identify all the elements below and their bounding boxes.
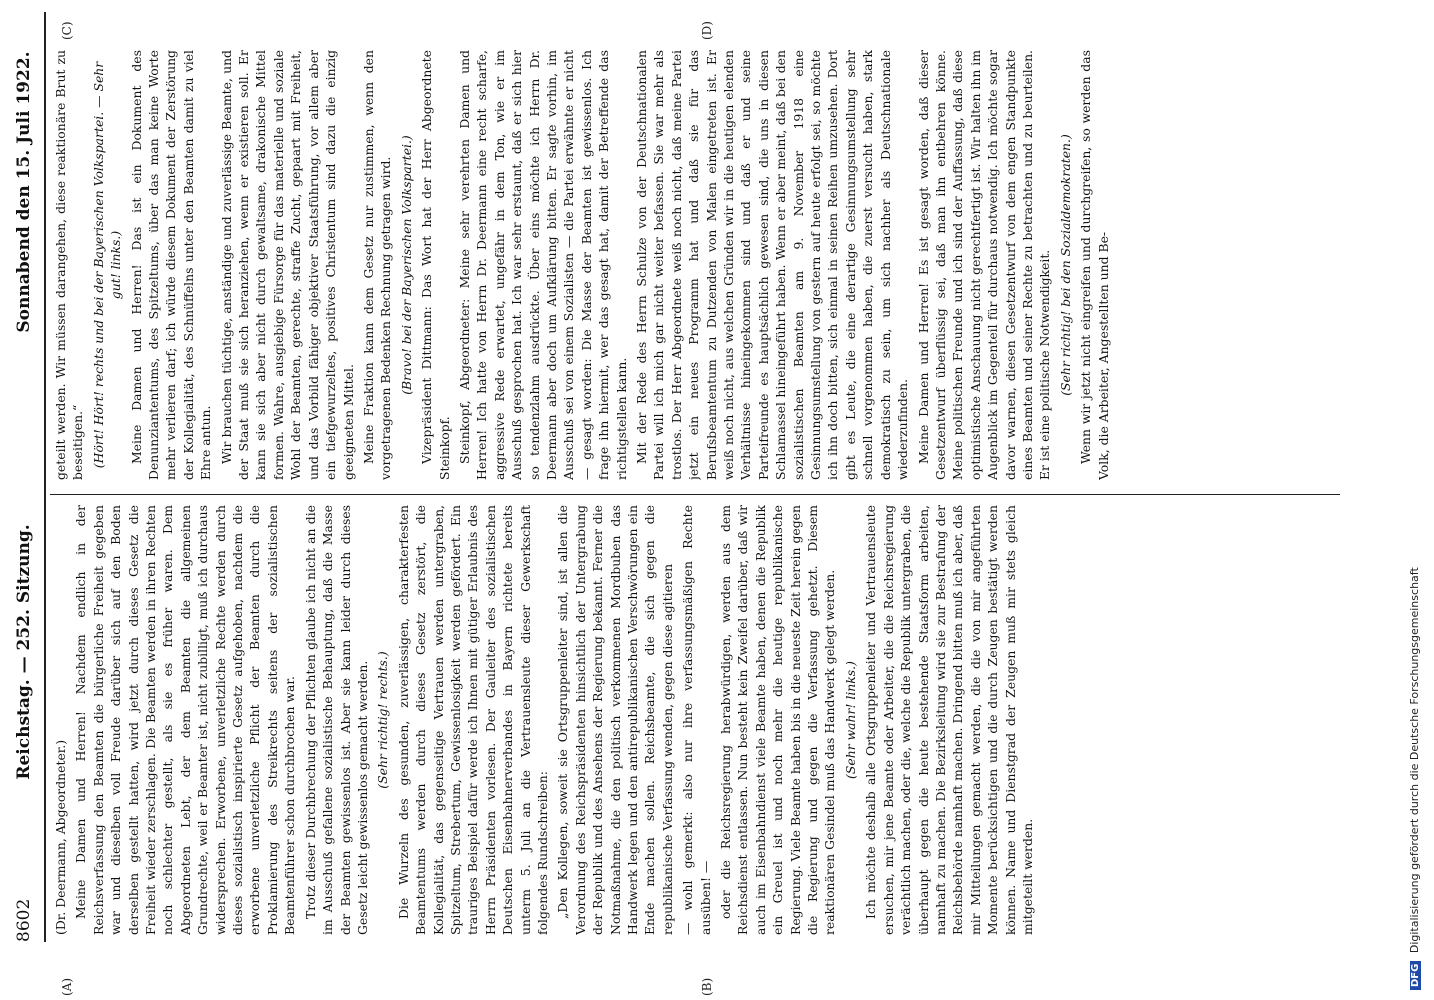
paragraph: Meine Fraktion kann dem Gesetz nur zustimmen, wenn den vorgetragenen Bedenken Rechnung getragen wird. <box>360 50 394 480</box>
right-column <box>52 50 1342 480</box>
column-divider <box>50 494 1340 495</box>
sidebar-credit-text: Digitalisierung gefördert durch die Deutsche Forschungsgemeinschaft <box>1408 567 1421 954</box>
paragraph: Meine Damen und Herren! Es ist gesagt worden, daß dieser Gesetzentwurf überflüssig sei, daß man ihn entbehren könne. Meine politischen Freunde und ich sind der Auffassung, daß diese optimistische Anschauung nicht gerechtfertigt ist. Wir halten ihn im Augenblick im Gegenteil für durchaus notwendig. Ich möchte sogar davor warnen, diesen Gesetzentwurf von dem engen Standpunkte eines Beamten und seiner Rechte zu betrachten und zu beurteilen. Er ist eine politische Notwendigkeit. <box>915 50 1053 480</box>
margin-mark-d: (D) <box>700 21 714 40</box>
paragraph: oder die Reichsregierung herabwürdigen, werden aus dem Reichsdienst entlassen. Nun besteht kein Zweifel darüber, daß wir auch im Eisenbahndienst viele Beamte haben, denen die Republik ein Greuel ist und noch mehr die heutige republikanische Regierung. Viele Beamte haben bis in die neueste Zeit herein gegen die Regierung und gegen die Verfassung gehetzt. Diesem reaktionären Gesindel muß das Handwerk gelegt werden. <box>718 505 838 935</box>
paragraph: Wir brauchen tüchtige, anständige und zuverlässige Beamte, und der Staat muß sie sich heranziehen, wenn er existieren soll. Er kann sie sich aber nicht durch gewaltsame, drakonische Mittel formen. Wahre, ausgiebige Fürsorge für das materielle und soziale Wohl der Beamten, gerechte, straffe Zucht, gepaart mit Freiheit, und das Vorbild fähiger objektiver Staatsführung, vor allem aber ein tiefgewurzeltes, positives Christentum sind dazu die einzig geeigneten Mittel. <box>218 50 356 480</box>
header-right-title: Sonnabend den 15. Juli 1922. <box>14 51 34 333</box>
paragraph: Meine Damen und Herren! Das ist ein Dokument des Denunziantentums, des Spitzeltums, über das man keine Worte mehr verlieren darf; ich würde diesem Dokument der Zerstörung der Kollegialität, des Schnüffelns unter den Beamten damit zu viel Ehre antun. <box>128 50 214 480</box>
paragraph: Meine Damen und Herren! Nachdem endlich in der Reichsverfassung den Beamten die bürgerliche Freiheit gegeben war und dieselben voll Freude darüber sich auf den Boden derselben gestellt hatten, wird jetzt durch dieses Gesetz die Freiheit wieder zerschlagen. Die Beamten werden in ihren Rechten noch schlechter gestellt, als sie es früher waren. Dem Abgeordneten Lebt, der dem Beamten die allgemeinen Grundrechte, weil er Beamter ist, nicht zubilligt, muß ich durchaus widersprechen. Erworbene, unverletzliche Rechte werden durch dieses sozialistisch inspirierte Gesetz aufgehoben, nachdem die erworbene unverletzliche Pflicht der Beamten durch die Proklamierung des Streikrechts seitens der sozialistischen Beamtenführer schon durchbrochen war. <box>73 505 298 935</box>
paragraph: Vizepräsident Dittmann: Das Wort hat der Herr Abgeordnete Steinkopf. <box>419 50 452 480</box>
header-rule <box>44 12 46 942</box>
digitization-sidebar <box>1400 0 1434 1000</box>
interjection: (Sehr richtig! rechts.) <box>375 651 391 789</box>
paragraph: (Dr. Deermann, Abgeordneter.) <box>53 739 68 935</box>
page-number: 8602 <box>14 898 34 942</box>
interjection: (Bravo! bei der Bayerischen Volkspartei.) <box>398 135 414 395</box>
margin-mark-a: (A) <box>60 977 74 996</box>
header-left-title: Reichstag. — 252. Sitzung. <box>14 524 34 780</box>
interjection: (Hört! Hört! rechts und bei der Bayerischen Volkspartei. — Sehr gut! links.) <box>90 61 124 469</box>
left-column <box>52 505 1342 935</box>
paragraph: Trotz dieser Durchbrechung der Pflichten glaube ich nicht an die im Ausschuß gefallene sozialistische Behauptung, daß die Masse der Beamten gewissenlos ist. Aber sie kann leider durch dieses Gesetz leicht gewissenlos gemacht werden. <box>302 505 370 935</box>
margin-mark-b: (B) <box>700 977 714 996</box>
paragraph: Die Wurzeln des gesunden, zuverlässigen, charakterfesten Beamtentums werden durch dieses Gesetz zerstört, die Kollegialität, das gegenseitige Vertrauen werden untergraben, Spitzeltum, Strebertum, Gewissenlosigkeit werden gefördert. Ein trauriges Beispiel dafür werde ich Ihnen mit gütiger Erlaubnis des Herrn Präsidenten vorlesen. Der Gauleiter des sozialistischen Deutschen Eisenbahnerverbandes in Bayern richtete bereits unterm 5. Juli an die Vertrauensleute dieser Gewerkschaft folgendes Rundschreiben: <box>395 505 550 935</box>
paragraph: Mit der Rede des Herrn Schulze von der Deutschnationalen Partei will ich mich gar nicht weiter befassen. Sie war mehr als trostlos. Der Herr Abgeordnete weiß noch nicht, daß meine Partei jetzt ein neues Programm hat und daß sie für das Berufsbeamtentum zu Dutzenden von Malen eingetreten ist. Er weiß noch nicht, aus welchen Gründen wir in die heutigen elenden Verhältnisse hineingekommen sind und daß er und seine Parteifreunde es hauptsächlich gewesen sind, die uns in diesen Schlamassel hineingeführt haben. Wenn er aber meint, daß bei den sozialistischen Beamten am 9. November 1918 eine Gesinnungsumstellung von gestern auf heute erfolgt sei, so möchte ich ihn doch bitten, sich einmal in seinen Reihen umzusehen. Dort gibt es Leute, die eine derartige Gesinnungsumstellung sehr schnell vorgenommen haben, die zuerst versucht haben, stark demokratisch zu sein, um sich nachher als Deutschnationale wiederzufinden. <box>634 50 911 480</box>
interjection: (Sehr richtig! bei den Sozialdemokraten.) <box>1057 134 1073 396</box>
paragraph: geteilt werden. Wir müssen darangehen, diese reaktionäre Brut zu beseitigen.“ <box>53 50 86 480</box>
margin-mark-c: (C) <box>60 21 74 40</box>
paragraph: Ich möchte deshalb alle Ortsgruppenleiter und Vertrauensleute ersuchen, mir jene Beamte oder Arbeiter, die die Reichsregierung verächtlich machen, oder die, welche die Republik untergraben, die überhaupt gegen die heute bestehende Staatsform arbeiten, namhaft zu machen. Die Bezirksleitung wird sie zur Bestrafung der Reichsbehörde namhaft machen. Dringend bitten muß ich aber, daß mir Mitteilungen gemacht werden, die die von mir angeführten Momente berücksichtigen und die durch Zeugen bestätigt werden können. Name und Dienstgrad der Zeugen muß mir stets gleich mitgeteilt werden. <box>863 505 1035 935</box>
sidebar-credit <box>1408 0 1430 990</box>
paragraph: Wenn wir jetzt nicht eingreifen und durchgreifen, so werden das Volk, die Arbeiter, Angestellten und Be- <box>1078 50 1111 480</box>
dfg-logo: DFG <box>1410 961 1421 990</box>
interjection: (Sehr wahr! links.) <box>842 661 858 779</box>
paragraph: Steinkopf, Abgeordneter: Meine sehr verehrten Damen und Herren! Ich hatte von Herrn Dr. Deermann eine recht scharfe, aggressive Rede erwartet, ungefähr in dem Ton, wie er im Ausschuß gesprochen hat. Ich war sehr erstaunt, daß er sich hier so tendenzlahm ausdrückte. Über eins möchte ich Herrn Dr. Deermann aber doch um Aufklärung bitten. Er sagte vorhin, im Ausschuß sei von einem Sozialisten — die Partei erwähnte er nicht — gesagt worden: Die Masse der Beamten ist gewissenlos. Ich frage ihn hiermit, wer das gesagt hat, damit der Betreffende das richtigstellen kann. <box>456 50 629 480</box>
paragraph: „Den Kollegen, soweit sie Ortsgruppenleiter sind, ist allen die Verordnung des Reichspräsidenten hinsichtlich der Untergrabung der Republik und des Ansehens der Regierung bekannt. Ferner die Notmaßnahme, die den politisch verkommenen Mordbuben das Handwerk legen und den antirepublikanischen Verschwörungen ein Ende machen sollen. Reichsbeamte, die sich gegen die republikanische Verfassung wenden, gegen diese agitieren <box>555 505 675 935</box>
paragraph: — wohl gemerkt: also nur ihre verfassungsmäßigen Rechte ausüben! — <box>680 505 713 935</box>
page-header <box>8 12 42 942</box>
